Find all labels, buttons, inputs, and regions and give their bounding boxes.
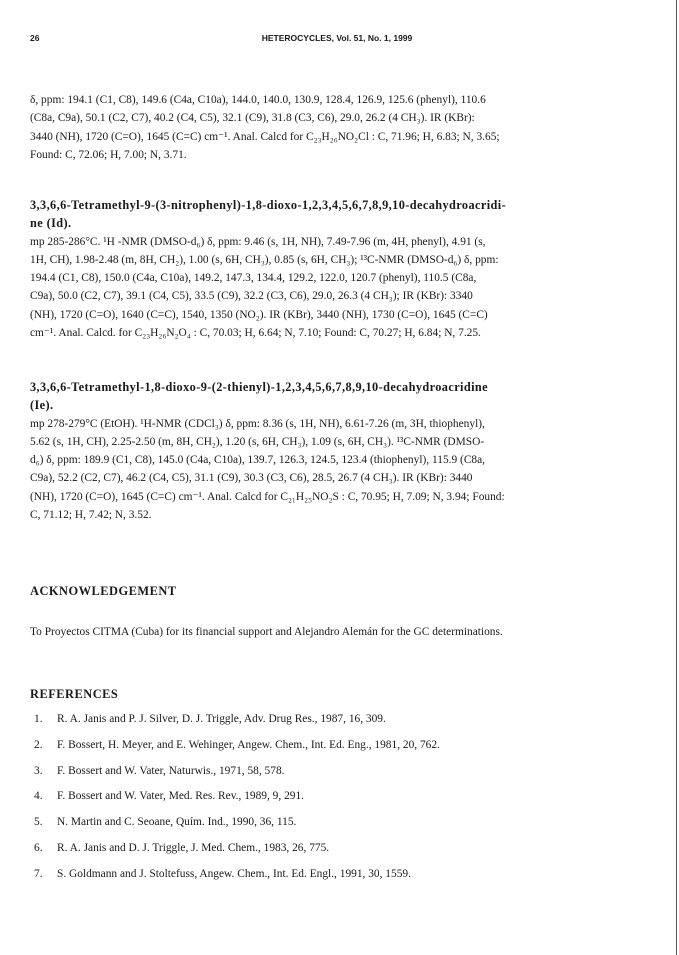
reference-text: N. Martin and C. Seoane, Quím. Ind., 1990, 36, 115. xyxy=(57,816,297,829)
acknowledgement-text: To Proyectos CITMA (Cuba) for its financial support and Alejandro Alemán for the GC determinations. xyxy=(30,626,503,638)
text-line: 5.62 (s, 1H, CH), 2.25-2.50 (m, 8H, CH₂), 1.20 (s, 6H, CH₃), 1.09 (s, 6H, CH₃). ¹³C-NMR (DMSO- xyxy=(30,435,485,448)
text-line: d₆) δ, ppm: 189.9 (C1, C8), 145.0 (C4a, C10a), 139.7, 126.3, 124.5, 123.4 (thiophenyl), 115.9 (C8a, xyxy=(30,454,486,467)
reference-item xyxy=(30,739,630,765)
reference-number: 6. xyxy=(34,841,43,854)
reference-text: S. Goldmann and J. Stoltefuss, Angew. Chem., Int. Ed. Engl., 1991, 30, 1559. xyxy=(57,867,411,880)
compound-c-data xyxy=(30,91,620,164)
reference-list xyxy=(30,713,630,894)
compound-e-title-cont: (Ie). xyxy=(30,398,54,413)
reference-number: 1. xyxy=(34,713,43,725)
references-heading: REFERENCES xyxy=(30,687,119,701)
reference-item xyxy=(30,816,630,842)
reference-text: F. Bossert and W. Vater, Naturwis., 1971, 58, 578. xyxy=(57,764,285,777)
compound-d-title-cont: ne (Id). xyxy=(30,216,72,231)
page-number: 26 xyxy=(30,33,40,43)
text-line: mp 278-279°C (EtOH). ¹H-NMR (CDCl₃) δ, ppm: 8.36 (s, 1H, NH), 6.61-7.26 (m, 3H, thiophenyl), xyxy=(30,417,485,430)
text-line: 194.4 (C1, C8), 150.0 (C4a, C10a), 149.2, 147.3, 134.4, 129.2, 122.0, 120.7 (phenyl), 110.5 (C8a, xyxy=(30,272,477,285)
page-edge-line xyxy=(676,0,677,955)
text-line: 3440 (NH), 1720 (C=O), 1645 (C=C) cm⁻¹. Anal. Calcd for C₂₃H₂₆NO₂Cl : C, 71.96; H, 6.83; N, 3.65; xyxy=(30,130,500,143)
reference-item xyxy=(30,765,630,791)
reference-text: R. A. Janis and D. J. Triggle, J. Med. Chem., 1983, 26, 775. xyxy=(57,841,330,854)
compound-d-section xyxy=(30,196,620,342)
text-line: C9a), 52.2 (C2, C7), 46.2 (C4, C5), 31.1 (C9), 30.3 (C3, C6), 28.5, 26.7 (4 CH₃). IR (KBr): 3440 xyxy=(30,472,473,485)
reference-number: 7. xyxy=(34,867,43,880)
reference-text: F. Bossert and W. Vater, Med. Res. Rev., 1989, 9, 291. xyxy=(57,790,304,803)
reference-number: 3. xyxy=(34,764,43,777)
text-line: (NH), 1720 (C=O), 1645 (C=C) cm⁻¹. Anal. Calcd for C₂₁H₂₅NO₂S : C, 70.95; H, 7.09; N, 3.94; Found: xyxy=(30,490,505,503)
acknowledgement-heading: ACKNOWLEDGEMENT xyxy=(30,584,177,598)
reference-item xyxy=(30,713,630,739)
reference-text: R. A. Janis and P. J. Silver, D. J. Triggle, Adv. Drug Res., 1987, 16, 309. xyxy=(57,713,386,725)
reference-item xyxy=(30,790,630,816)
text-line: (C8a, C9a), 50.1 (C2, C7), 40.2 (C4, C5), 32.1 (C9), 31.8 (C3, C6), 29.0, 26.2 (4 CH₃). IR (KBr): xyxy=(30,112,475,125)
text-line: Found: C, 72.06; H, 7.00; N, 3.71. xyxy=(30,148,187,161)
reference-item xyxy=(30,842,630,868)
compound-d-title: 3,3,6,6-Tetramethyl-9-(3-nitrophenyl)-1,8-dioxo-1,2,3,4,5,6,7,8,9,10-decahydroacridi- xyxy=(30,198,507,212)
text-line: mp 285-286°C. ¹H -NMR (DMSO-d₆) δ, ppm: 9.46 (s, 1H, NH), 7.49-7.96 (m, 4H, phenyl), 4.91 (s, xyxy=(30,235,486,248)
reference-number: 5. xyxy=(34,816,43,829)
page-header xyxy=(22,33,652,47)
text-line: C9a), 50.0 (C2, C7), 39.1 (C4, C5), 33.5 (C9), 32.2 (C3, C6), 29.0, 26.3 (4 CH₃); IR (KBr): 3340 xyxy=(30,290,473,303)
reference-text: F. Bossert, H. Meyer, and E. Wehinger, Angew. Chem., Int. Ed. Eng., 1981, 20, 762. xyxy=(57,738,440,751)
compound-e-title: 3,3,6,6-Tetramethyl-1,8-dioxo-9-(2-thienyl)-1,2,3,4,5,6,7,8,9,10-decahydroacridine xyxy=(30,380,489,394)
text-line: δ, ppm: 194.1 (C1, C8), 149.6 (C4a, C10a), 144.0, 140.0, 130.9, 128.4, 126.9, 125.6 (phenyl), 110.6 xyxy=(30,94,486,106)
text-line: cm⁻¹. Anal. Calcd. for C₂₃H₂₆N₂O₄ : C, 70.03; H, 6.64; N, 7.10; Found: C, 70.27; H, 6.84; N, 7.25. xyxy=(30,327,481,340)
compound-e-section xyxy=(30,378,620,524)
reference-number: 2. xyxy=(34,738,43,751)
text-line: (NH), 1720 (C=O), 1640 (C=C), 1540, 1350 (NO₂). IR (KBr), 3440 (NH), 1730 (C=O), 1645 (C=C) xyxy=(30,308,488,321)
reference-number: 4. xyxy=(34,790,43,803)
reference-item xyxy=(30,868,630,894)
text-line: 1H, CH), 1.98-2.48 (m, 8H, CH₂), 1.00 (s, 6H, CH₃), 0.85 (s, 6H, CH₃); ¹³C-NMR (DMSO-d₆) δ, ppm: xyxy=(30,253,499,266)
running-head: HETEROCYCLES, Vol. 51, No. 1, 1999 xyxy=(261,33,413,43)
text-line: C, 71.12; H, 7.42; N, 3.52. xyxy=(30,509,152,522)
